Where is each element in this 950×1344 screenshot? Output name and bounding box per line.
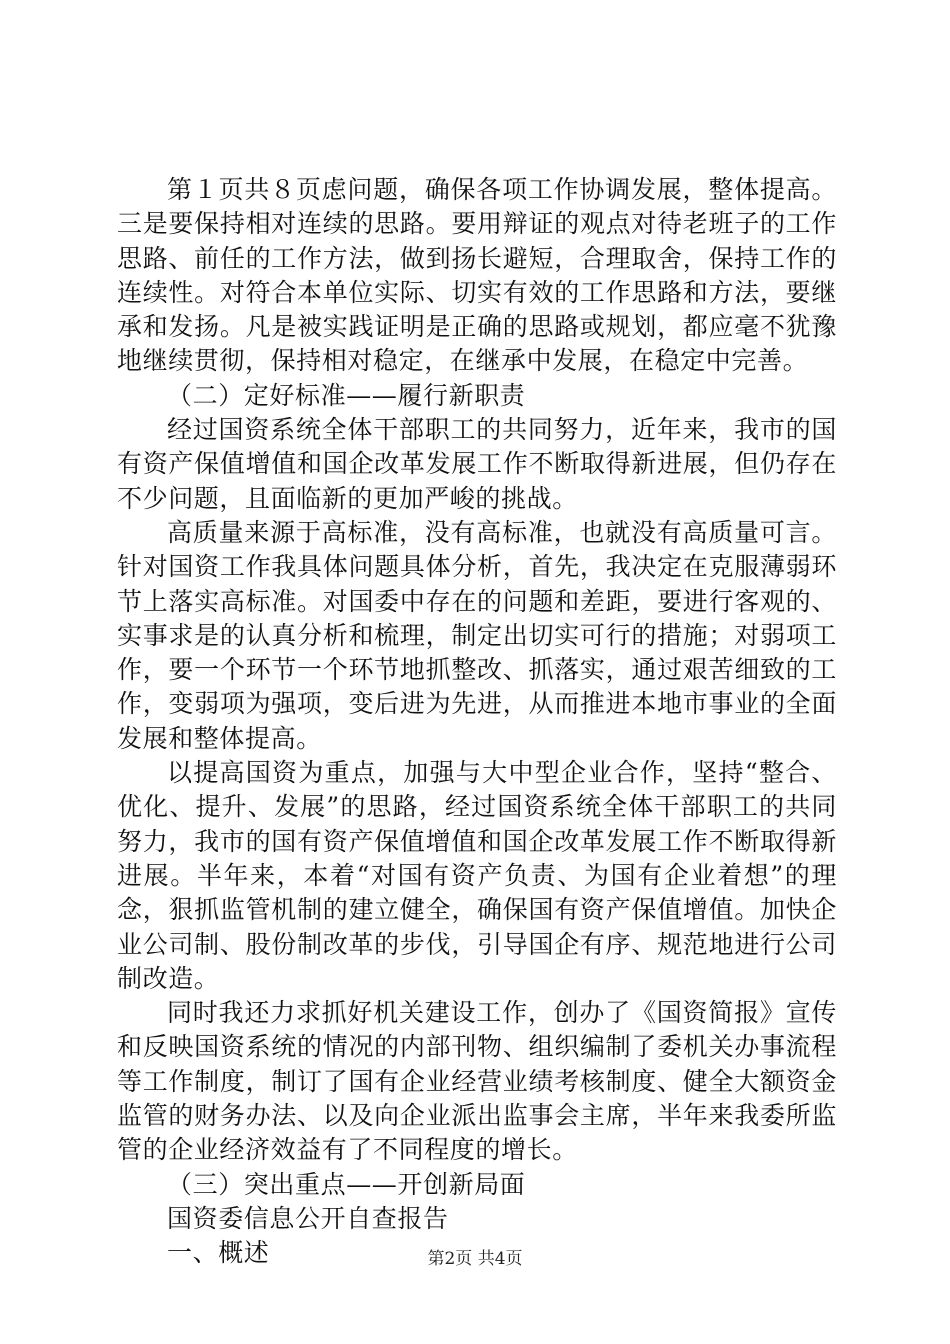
document-body bbox=[117, 173, 837, 1271]
section-heading: （三）突出重点——开创新局面 bbox=[167, 1169, 526, 1199]
page-footer: 第2页 共4页 bbox=[427, 1249, 523, 1269]
paragraph: 第１页共８页虑问题，确保各项工作协调发展，整体提高。三是要保持相对连续的思路。要用辩证的观点对待老班子的工作思路、前任的工作方法，做到扬长避短，合理取舍，保持工作的连续性。对符合本单位实际、切实有效的工作思路和方法，要继承和发扬。凡是被实践证明是正确的思路或规划，都应毫不犹豫地继续贯彻，保持相对稳定，在继承中发展，在稳定中完善。 bbox=[117, 175, 837, 376]
paragraph: 以提高国资为重点，加强与大中型企业合作，坚持“整合、优化、提升、发展”的思路，经过国资系统全体干部职工的共同努力，我市的国有资产保值增值和国企改革发展工作不断取得新进展。半年来，本着“对国有资产负责、为国有企业着想”的理念，狠抓监管机制的建立健全，确保国有资产保值增值。加快企业公司制、股份制改革的步伐，引导国企有序、规范地进行公司制改造。 bbox=[117, 758, 837, 993]
paragraph: 高质量来源于高标准，没有高标准，也就没有高质量可言。针对国资工作我具体问题具体分析，首先，我决定在克服薄弱环节上落实高标准。对国委中存在的问题和差距，要进行客观的、实事求是的认真分析和梳理，制定出切实可行的措施；对弱项工作，要一个环节一个环节地抓整改、抓落实，通过艰苦细致的工作，变弱项为强项，变后进为先进，从而推进本地市事业的全面发展和整体提高。 bbox=[117, 517, 837, 753]
section-heading: 一、概述 bbox=[167, 1238, 270, 1268]
report-title: 国资委信息公开自查报告 bbox=[167, 1203, 449, 1233]
section-heading: （二）定好标准——履行新职责 bbox=[167, 380, 526, 410]
paragraph: 同时我还力求抓好机关建设工作，创办了《国资简报》宣传和反映国资系统的情况的内部刊物、组织编制了委机关办事流程等工作制度，制订了国有企业经营业绩考核制度、健全大额资金监管的财务办法、以及向企业派出监事会主席，半年来我委所监管的企业经济效益有了不同程度的增长。 bbox=[117, 998, 837, 1165]
paragraph: 经过国资系统全体干部职工的共同努力，近年来，我市的国有资产保值增值和国企改革发展工作不断取得新进展，但仍存在不少问题，且面临新的更加严峻的挑战。 bbox=[117, 415, 837, 513]
